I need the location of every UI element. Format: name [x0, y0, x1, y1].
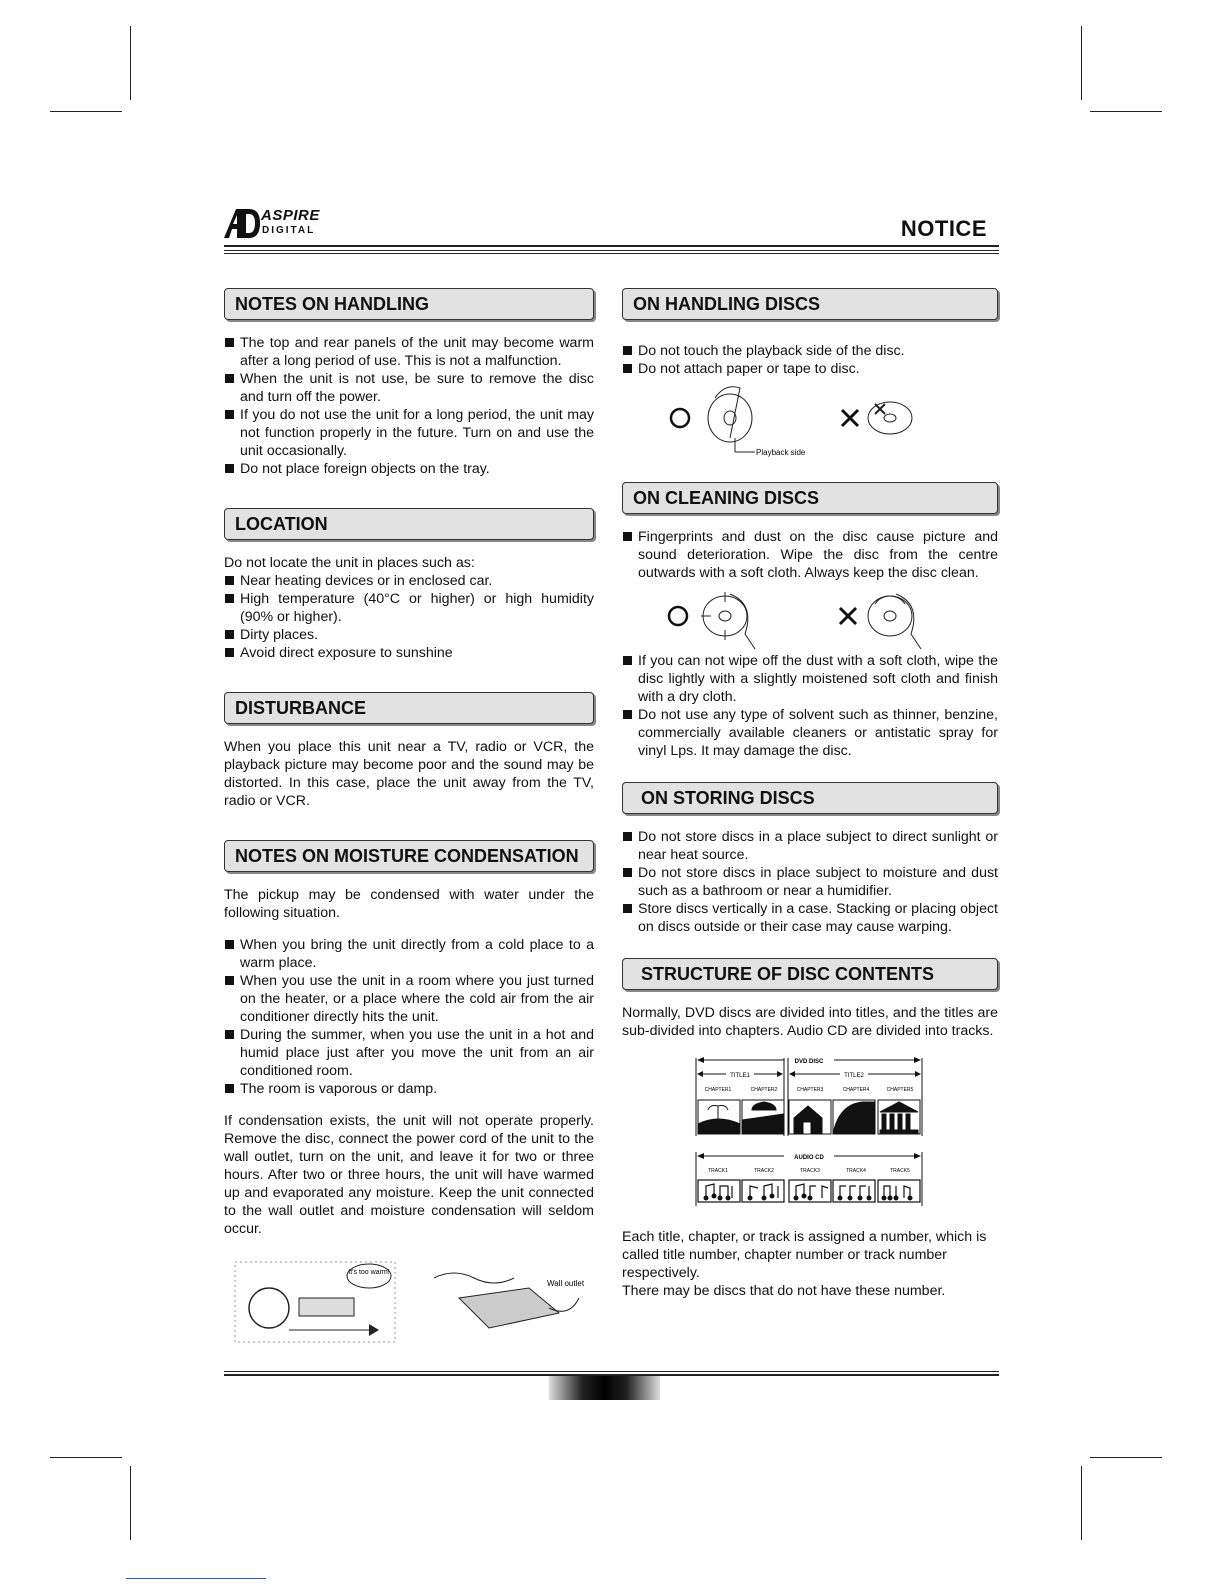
section-heading-moisture: NOTES ON MOISTURE CONDENSATION	[224, 840, 594, 872]
list-item: Do not store discs in a place subject to direct sunlight or near heat source.	[622, 828, 998, 864]
crop-mark	[130, 26, 131, 100]
wrong-icon	[840, 608, 856, 624]
dvd-disc-label: DVD DISC	[794, 1059, 824, 1065]
correct-icon	[671, 409, 689, 427]
moisture-list	[224, 936, 594, 1098]
section-heading-disturbance: DISTURBANCE	[224, 692, 594, 724]
wall-outlet-label: Wall outlet	[547, 1279, 585, 1288]
title2-label: TITLE2	[844, 1073, 864, 1079]
chapter-label: CHAPTER3	[796, 1087, 824, 1093]
list-item: Do not touch the playback side of the disc.	[622, 342, 998, 360]
list-item: The top and rear panels of the unit may become warm after a long period of use. This is not a malfunction.	[224, 334, 594, 370]
track-label: TRACK4	[846, 1168, 866, 1174]
location-list	[224, 572, 594, 662]
header-rule	[224, 253, 999, 254]
list-item: Do not attach paper or tape to disc.	[622, 360, 998, 378]
header-rule	[224, 250, 999, 251]
crop-mark	[1081, 1466, 1082, 1540]
correct-icon	[669, 607, 687, 625]
left-column	[224, 288, 594, 1346]
speech-bubble-text: It's too warm!	[348, 1269, 390, 1276]
handling-list	[224, 334, 594, 478]
list-item: If you can not wipe off the dust with a soft cloth, wipe the disc lightly with a slightly moistened soft cloth and finish with a dry cloth.	[622, 652, 998, 706]
list-item: Avoid direct exposure to sunshine	[224, 644, 594, 662]
chapter-label: CHAPTER4	[842, 1087, 870, 1093]
list-item: Fingerprints and dust on the disc cause picture and sound deterioration. Wipe the disc from the centre outwards with a soft cloth. Always keep the disc clean.	[622, 528, 998, 582]
track-label: TRACK3	[800, 1168, 820, 1174]
disc-structure-diagram	[694, 1054, 926, 1210]
chapter-labels	[705, 1087, 914, 1093]
page-title: NOTICE	[900, 216, 987, 241]
crop-mark	[50, 111, 122, 112]
list-item: Near heating devices or in enclosed car.	[224, 572, 594, 590]
storing-list	[622, 828, 998, 936]
right-column	[622, 288, 998, 1300]
structure-outro: Each title, chapter, or track is assigned a number, which is called title number, chapter number or track number respectively.	[622, 1229, 987, 1281]
header-rule	[224, 245, 999, 247]
logo-mark-icon	[222, 205, 262, 241]
list-item: Store discs vertically in a case. Stacking or placing object on discs outside or their case may cause warping.	[622, 900, 998, 936]
chapter-label: CHAPTER1	[704, 1087, 732, 1093]
track-label: TRACK2	[754, 1168, 774, 1174]
chapter-label: CHAPTER2	[750, 1087, 778, 1093]
footer-rule	[224, 1371, 999, 1372]
audio-cd-label: AUDIO CD	[794, 1155, 824, 1161]
crop-mark	[1081, 26, 1082, 100]
list-item: The room is vaporous or damp.	[224, 1080, 594, 1098]
cleaning-list-2	[622, 652, 998, 760]
crop-mark	[130, 1466, 131, 1540]
handling-discs-list	[622, 342, 998, 378]
page-tab	[549, 1376, 660, 1400]
list-item: When the unit is not use, be sure to remove the disc and turn off the power.	[224, 370, 594, 406]
section-heading-storing: ON STORING DISCS	[622, 782, 998, 814]
list-item: During the summer, when you use the unit in a hot and humid place just after you move the unit from an air conditioned room.	[224, 1026, 594, 1080]
moisture-outro: If condensation exists, the unit will not operate properly. Remove the disc, connect the power cord of the unit to the wall outlet, turn on the unit, and leave it for two or three hours. After two or three hours, the unit will have warmed up and evaporated any moisture. Keep the unit connected to the wall outlet and moisture condensation will seldom occur.	[224, 1113, 594, 1237]
section-heading-handling-discs: ON HANDLING DISCS	[622, 288, 998, 320]
list-item: High temperature (40°C or higher) or high humidity (90% or higher).	[224, 590, 594, 626]
chapter-label: CHAPTER5	[886, 1087, 914, 1093]
section-heading-handling: NOTES ON HANDLING	[224, 288, 594, 320]
title1-label: TITLE1	[730, 1073, 750, 1079]
bottom-underline	[126, 1578, 266, 1579]
crop-mark	[1090, 111, 1162, 112]
track-label: TRACK5	[890, 1168, 910, 1174]
cleaning-list-1	[622, 528, 998, 582]
list-item: When you bring the unit directly from a cold place to a warm place.	[224, 936, 594, 972]
section-heading-structure: STRUCTURE OF DISC CONTENTS	[622, 958, 998, 990]
logo-wordmark-top: ASPIRE	[261, 207, 320, 224]
structure-intro: Normally, DVD discs are divided into titles, and the titles are sub-divided into chapters. Audio CD are divided into tracks.	[622, 1005, 998, 1039]
section-heading-cleaning: ON CLEANING DISCS	[622, 482, 998, 514]
list-item: Dirty places.	[224, 626, 594, 644]
list-item: Do not store discs in place subject to moisture and dust such as a bathroom or near a humidifier.	[622, 864, 998, 900]
moisture-intro: The pickup may be condensed with water under the following situation.	[224, 887, 594, 921]
location-intro: Do not locate the unit in places such as:	[224, 555, 475, 571]
structure-outro: There may be discs that do not have these number.	[622, 1283, 946, 1299]
wrong-icon	[842, 410, 858, 426]
track-labels	[708, 1168, 910, 1174]
brand-logo	[222, 203, 352, 243]
crop-mark	[50, 1457, 122, 1458]
disc-handling-illustration	[660, 378, 960, 468]
track-label: TRACK1	[708, 1168, 728, 1174]
crop-mark	[1090, 1457, 1162, 1458]
disc-cleaning-illustration	[660, 582, 960, 652]
logo-wordmark-bottom: DIGITAL	[262, 225, 316, 236]
section-heading-location: LOCATION	[224, 508, 594, 540]
condensation-illustration	[229, 1258, 589, 1346]
disturbance-text: When you place this unit near a TV, radio or VCR, the playback picture may become poor and the sound may be distorted. In this case, place the unit away from the TV, radio or VCR.	[224, 739, 594, 809]
list-item: When you use the unit in a room where you just turned on the heater, or a place where the cold air from the air conditioner directly hits the unit.	[224, 972, 594, 1026]
list-item: Do not place foreign objects on the tray.	[224, 460, 594, 478]
list-item: If you do not use the unit for a long period, the unit may not function properly in the future. Turn on and use the unit occasionally.	[224, 406, 594, 460]
playback-side-label: Playback side	[756, 448, 806, 457]
list-item: Do not use any type of solvent such as thinner, benzine, commercially available cleaners or antistatic spray for vinyl Lps. It may damage the disc.	[622, 706, 998, 760]
